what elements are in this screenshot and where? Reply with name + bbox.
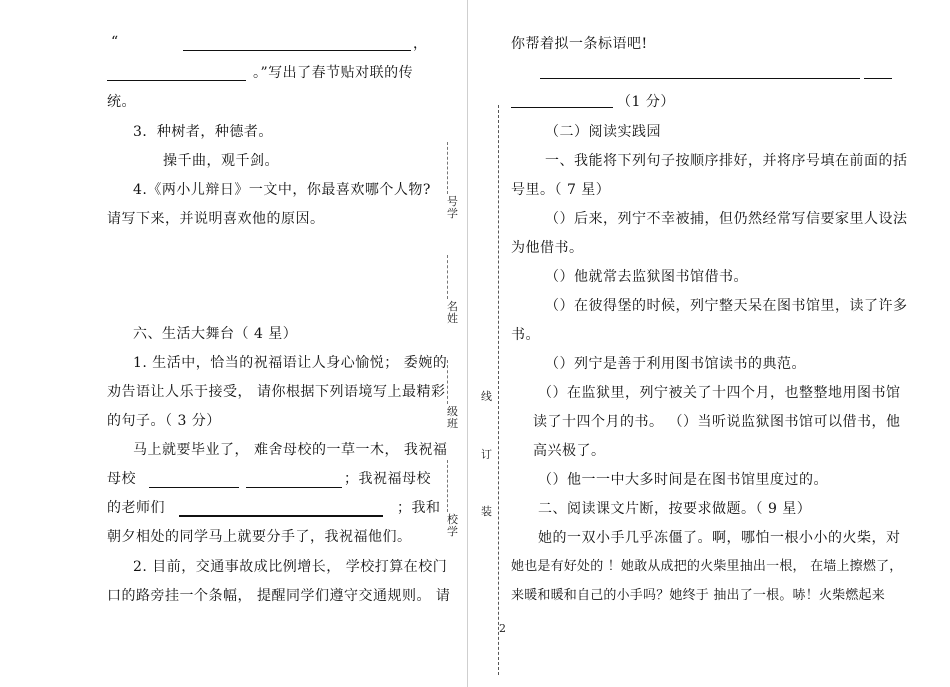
school-label: 校学 — [447, 513, 458, 538]
question-2: 二、阅读课文片断，按要求做题。（ 9 星） — [538, 501, 812, 517]
blank-line[interactable] — [246, 487, 342, 488]
slogan-blank-line[interactable] — [511, 107, 613, 108]
blank-line[interactable] — [183, 50, 411, 51]
section-heading-reading: （二）阅读实践园 — [545, 124, 661, 140]
ordering-item: （）他就常去监狱图书馆借书。 — [545, 269, 748, 285]
binding-mark-bind: 装 — [481, 505, 492, 518]
text-line: 统。 — [107, 94, 136, 110]
question-1: 一、我能将下列句子按顺序排好，并将序号填在前面的括 — [545, 153, 908, 169]
text-line: ；我和 — [397, 500, 441, 516]
fill-line — [447, 360, 448, 404]
blank-line[interactable] — [107, 80, 246, 81]
fill-line — [447, 460, 448, 512]
text-line: 你帮着拟一条标语吧! — [511, 36, 648, 52]
passage-line: 她的一双小手几乎冻僵了。啊，哪怕一根小小的火柴，对 — [538, 530, 901, 546]
fill-line — [447, 255, 448, 299]
class-label: 级班 — [447, 405, 458, 430]
text-line: 号里。（ 7 星） — [511, 182, 611, 198]
question-4: 4.《两小儿辩日》一文中，你最喜欢哪个人物? — [133, 182, 431, 198]
text-line: 请写下来，并说明喜欢他的原因。 — [107, 211, 325, 227]
ordering-item: （）在监狱里，列宁被关了十四个月，也整整地用图书馆 — [538, 385, 901, 401]
ordering-item: （）他一一中大多时间是在图书馆里度过的。 — [538, 472, 828, 488]
text-line: 书。 — [511, 327, 540, 343]
text-line: 的老师们 — [107, 500, 165, 516]
text-line: 1. 生活中，恰当的祝福语让人身心愉悦； 委婉的 — [133, 355, 448, 371]
ordering-item: （）后来，列宁不幸被捕，但仍然经常写信要家里人设法 — [545, 211, 908, 227]
fill-line — [447, 142, 448, 194]
text-line: 母校 — [107, 471, 136, 487]
ordering-item: （）列宁是善于利用图书馆读书的典范。 — [545, 356, 806, 372]
text-line: 劝告语让人乐于接受， 请你根据下列语境写上最精彩 — [107, 384, 446, 400]
text-line: ；我祝福母校 — [344, 471, 431, 487]
binding-mark-order: 订 — [481, 448, 492, 461]
page-number: 2 — [499, 622, 506, 635]
text-line: 为他借书。 — [511, 240, 584, 256]
text-line: 高兴极了。 — [533, 443, 606, 459]
student-id-label: 号学 — [447, 195, 458, 220]
slogan-blank-line[interactable] — [864, 78, 892, 79]
blank-line[interactable] — [179, 515, 383, 517]
section-heading-6: 六、生活大舞台（ 4 星） — [133, 326, 298, 342]
question-3: 3．种树者，种德者。 — [133, 124, 273, 140]
score-note: （1 分） — [617, 94, 675, 110]
text-line: 马上就要毕业了， 难舍母校的一草一木， 我祝福 — [133, 442, 448, 458]
text-line: 的句子。（ 3 分） — [107, 413, 221, 429]
text-line: 操千曲，观千剑。 — [163, 153, 279, 169]
binding-dashed-line — [498, 105, 499, 675]
name-label: 名姓 — [447, 300, 458, 325]
text-line: 口的路旁挂一个条幅， 提醒同学们遵守交通规则。 请 — [107, 588, 451, 604]
comma-text: ， — [413, 36, 428, 52]
blank-line[interactable] — [149, 487, 239, 488]
ordering-item: 读了十四个月的书。 （）当听说监狱图书馆可以借书，他 — [533, 414, 901, 430]
text-line: 。”写出了春节贴对联的传 — [253, 65, 414, 81]
open-quote: “ — [111, 34, 119, 50]
slogan-blank-line[interactable] — [540, 78, 860, 79]
binding-mark-line: 线 — [481, 390, 492, 403]
ordering-item: （）在彼得堡的时候，列宁整天呆在图书馆里，读了许多 — [545, 298, 908, 314]
text-line: 朝夕相处的同学马上就要分手了，我祝福他们。 — [107, 529, 412, 545]
text-line: 2. 目前，交通事故成比例增长， 学校打算在校门 — [133, 559, 448, 575]
passage-line: 她也是有好处的 ！她敢从成把的火柴里抽出一根， 在墙上擦燃了， — [511, 559, 903, 574]
page-fold — [467, 0, 468, 687]
passage-line: 来暖和暖和自己的小手吗？她终于 抽出了一根。哧！火柴燃起来 — [511, 588, 885, 603]
